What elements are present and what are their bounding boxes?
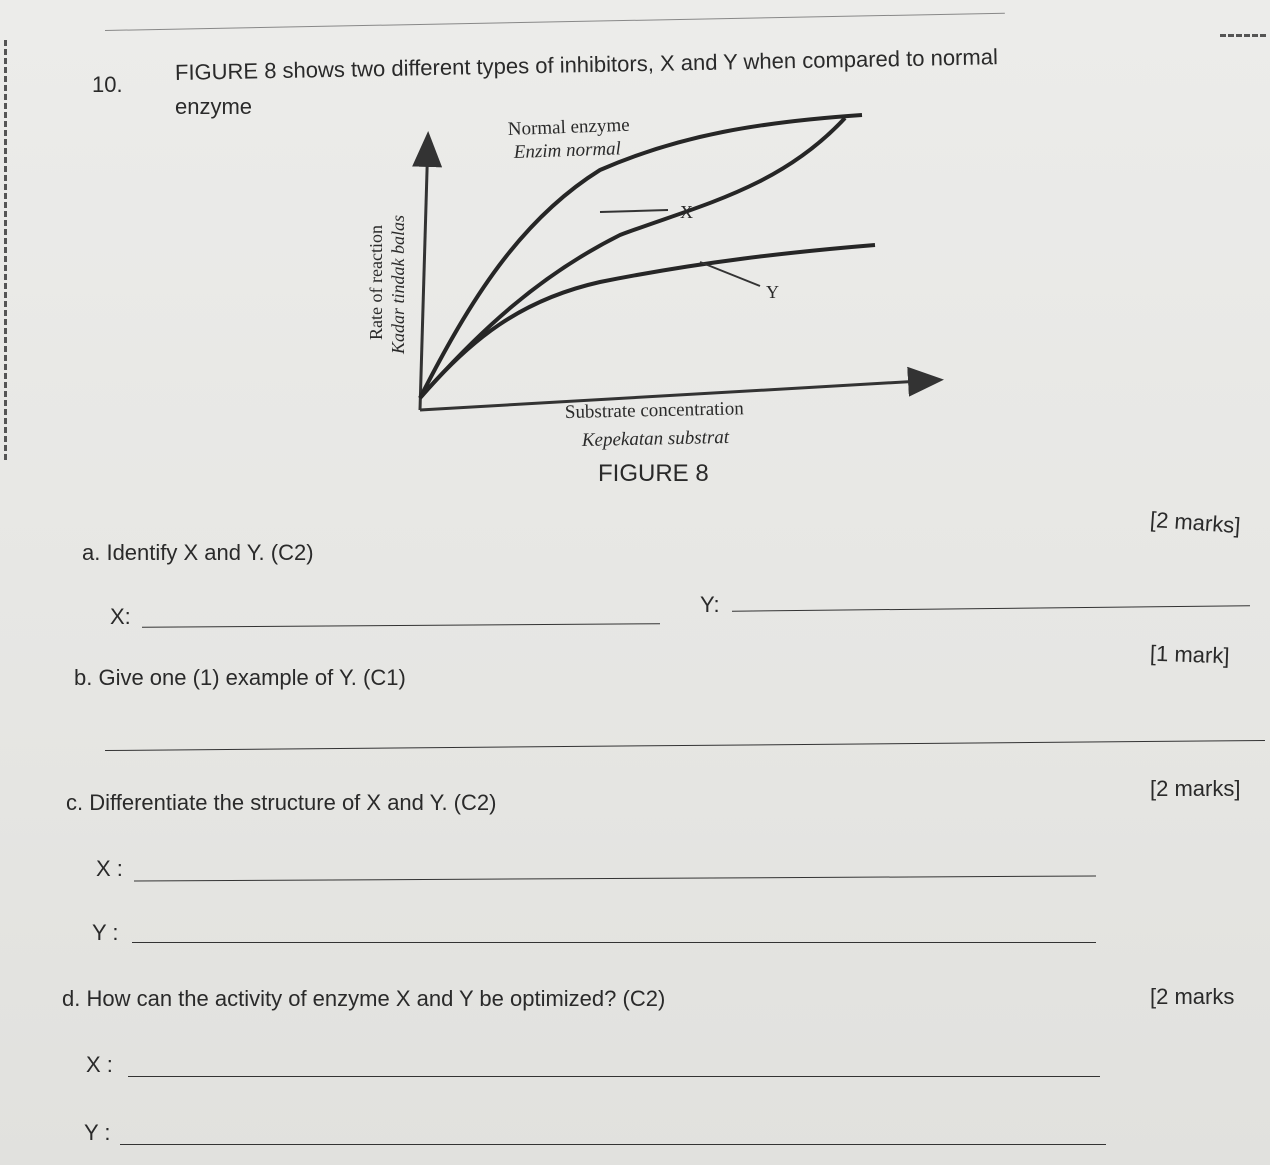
part-a-x-label: X: — [110, 604, 131, 629]
part-b-marks: [1 mark] — [1149, 640, 1230, 669]
part-d-y-label: Y : — [84, 1120, 111, 1145]
inhibitor-x-curve — [420, 118, 845, 398]
x-axis-label-en: Substrate concentration — [564, 398, 744, 423]
x-axis-label-ms: Kepekatan substrat — [581, 426, 730, 451]
y-pointer-line — [700, 262, 760, 286]
part-a-y-label: Y: — [700, 592, 720, 617]
curve-y-label: Y — [766, 282, 779, 302]
inhibitor-y-curve — [420, 245, 875, 398]
part-c-y-label: Y : — [92, 920, 119, 945]
y-axis — [420, 137, 428, 410]
part-c-question: c. Differentiate the structure of X and Y. (C2) — [66, 790, 497, 815]
part-d-question: d. How can the activity of enzyme X and Y be optimized? (C2) — [62, 986, 666, 1011]
y-axis-label-ms: Kadar tindak balas — [388, 214, 408, 354]
enzim-normal-label: Enzim normal — [513, 138, 622, 163]
part-c-x-label: X : — [96, 856, 123, 881]
normal-enzyme-label: Normal enzyme — [507, 114, 630, 140]
question-text-continued: enzyme — [175, 94, 253, 119]
part-c-marks: [2 marks] — [1150, 776, 1241, 801]
figure-caption: FIGURE 8 — [598, 460, 709, 487]
question-number: 10. — [92, 72, 123, 97]
part-b-question: b. Give one (1) example of Y. (C1) — [74, 665, 406, 690]
part-c-y-answer-line[interactable] — [132, 942, 1096, 943]
part-a-marks: [2 marks] — [1149, 506, 1242, 539]
part-d-x-answer-line[interactable] — [128, 1076, 1100, 1077]
part-d-marks: [2 marks — [1150, 984, 1235, 1009]
part-a-question: a. Identify X and Y. (C2) — [82, 540, 314, 565]
x-pointer-line — [600, 210, 668, 212]
question-text: FIGURE 8 shows two different types of inhibitors, X and Y when compared to normal — [174, 44, 999, 85]
part-d-y-answer-line[interactable] — [120, 1144, 1106, 1145]
curve-x-label: X — [680, 202, 693, 222]
y-axis-label-en: Rate of reaction — [366, 225, 386, 340]
normal-enzyme-curve — [420, 115, 862, 398]
part-d-x-label: X : — [86, 1052, 113, 1077]
